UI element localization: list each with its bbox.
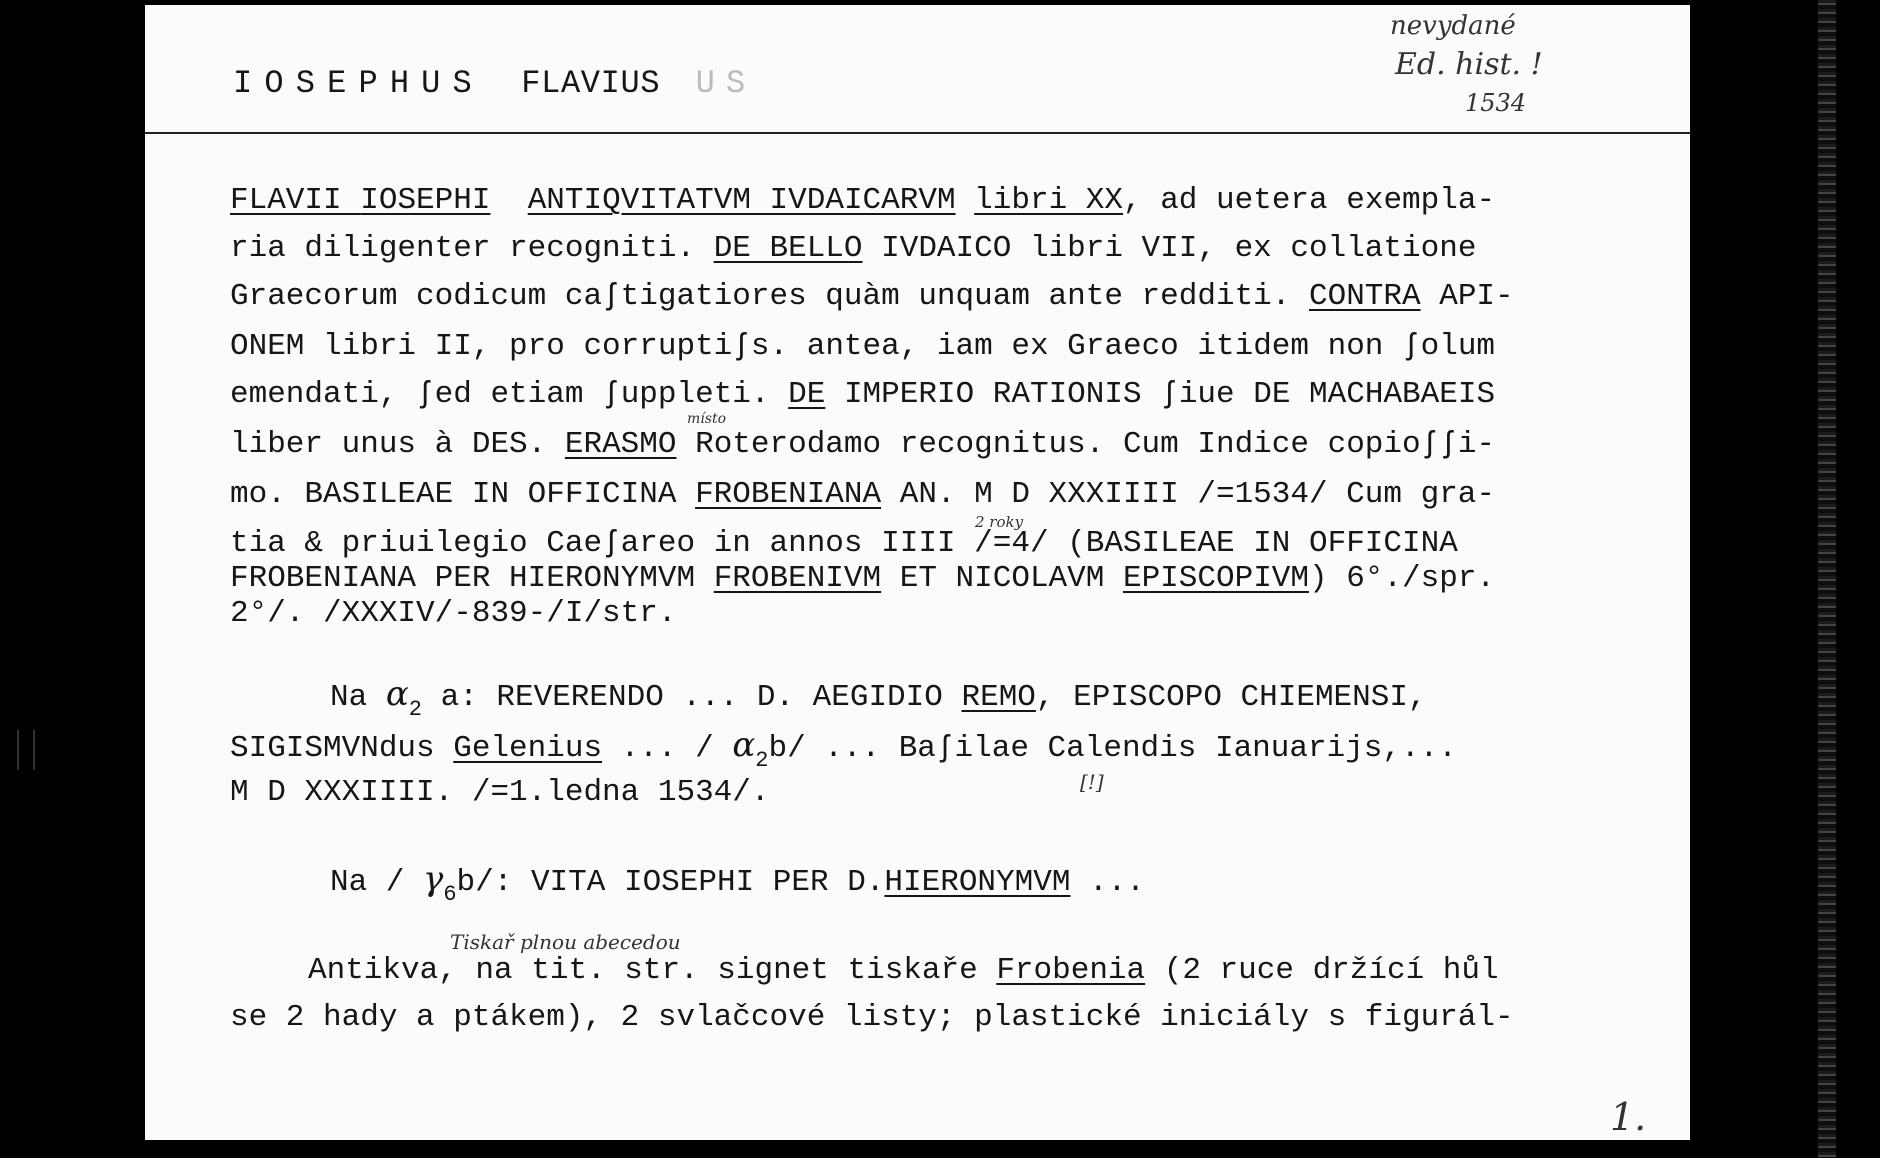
page-number: 1.: [1610, 1095, 1647, 1139]
header-title-part2: FLAVIUS: [521, 65, 661, 102]
text-segment: ʃ: [602, 279, 621, 314]
text-segment: Na: [330, 680, 386, 715]
body-line-12: [230, 725, 1457, 773]
underlined-text: EPISCOPIVM: [1122, 561, 1309, 596]
body-line-1: [230, 185, 1495, 216]
text-segment: IVDAICO libri VII, ex collatione: [862, 231, 1477, 266]
body-line-9: [230, 563, 1495, 594]
text-segment: 2: [408, 697, 422, 722]
text-segment: liber unus à DES.: [230, 427, 565, 462]
text-segment: tigatiores quàm unquam ante redditi.: [620, 279, 1309, 314]
underlined-text: DE BELLO: [713, 231, 863, 266]
annotation-above-antikva: Tiskař plnou abecedou: [450, 930, 681, 954]
body-line-10: [230, 598, 676, 629]
underlined-text: ERASMO: [564, 427, 677, 462]
underlined-text: REMO: [961, 680, 1036, 715]
text-segment: [956, 183, 975, 218]
body-line-15: [308, 955, 1499, 986]
annotation-above-iiii: 2 roky: [975, 513, 1024, 531]
text-segment: Graecorum codicum ca: [230, 279, 603, 314]
text-segment: ET NICOLAVM: [881, 561, 1123, 596]
text-segment: a: REVERENDO ... D. AEGIDIO: [421, 680, 962, 715]
annotation-bracket: [!]: [1080, 770, 1104, 794]
body-line-6: [230, 429, 1495, 460]
text-segment: ilae Calendis Ianuarijs,...: [954, 731, 1457, 766]
underlined-text: Frobenia: [996, 953, 1146, 988]
text-segment: s. antea, iam ex Graeco itidem non: [750, 329, 1403, 364]
text-segment: tia & priuilegio Cae: [230, 526, 603, 561]
body-line-11: [330, 674, 1427, 722]
text-segment: AN. M D XXXIIII /=1534/ Cum gra-: [881, 477, 1496, 512]
text-segment: Na /: [330, 865, 424, 900]
body-line-3: [230, 281, 1514, 312]
body-line-14: [330, 859, 1145, 907]
text-segment: ʃ: [602, 377, 621, 412]
annotation-top-right-3: 1534: [1465, 89, 1527, 117]
body-line-2: [230, 233, 1476, 264]
underlined-text: IOSEPHI: [360, 183, 491, 218]
underlined-text: CONTRA: [1308, 279, 1421, 314]
text-segment: ʃ: [416, 377, 435, 412]
text-segment: Roterodamo recognitus. Cum Indice copio: [676, 427, 1421, 462]
text-segment: ) 6°./spr.: [1309, 561, 1496, 596]
underlined-text: ANTIQVITATVM IVDAICARVM: [527, 183, 956, 218]
text-segment: ʃ: [602, 526, 621, 561]
greek-signature-mark: γ: [423, 859, 444, 899]
header-title-faded: US: [695, 65, 757, 102]
underlined-text: FROBENIANA: [695, 477, 882, 512]
text-segment: ʃ: [1160, 377, 1179, 412]
text-segment: 6: [443, 882, 457, 907]
text-segment: SIGISMVNdus: [230, 731, 454, 766]
text-segment: iue DE MACHABAEIS: [1178, 377, 1496, 412]
text-segment: 2: [755, 748, 769, 773]
body-line-7: [230, 479, 1495, 510]
text-segment: ʃ: [1402, 329, 1421, 364]
body-line-13: [230, 777, 770, 808]
text-segment: i-: [1457, 427, 1496, 462]
body-line-16: [230, 1002, 1514, 1033]
underlined-text: HIERONYMVM: [884, 865, 1071, 900]
header-title-part1: IOSEPHUS: [233, 65, 484, 102]
text-segment: olum: [1420, 329, 1496, 364]
text-segment: ed etiam: [434, 377, 603, 412]
text-segment: b/: VITA IOSEPHI PER D.: [456, 865, 885, 900]
underlined-text: FROBENIVM: [713, 561, 882, 596]
text-segment: mo. BASILEAE IN OFFICINA: [230, 477, 696, 512]
underlined-text: Gelenius: [453, 731, 603, 766]
annotation-above-erasmo: místo: [687, 411, 726, 427]
underlined-text: libri XX: [974, 183, 1123, 218]
body-line-4: [230, 331, 1495, 362]
text-segment: M D XXXIIII. /=1.ledna 1534/.: [230, 775, 770, 810]
underlined-text: FLAVII: [230, 183, 361, 218]
text-segment: ... /: [602, 731, 733, 766]
header-rule: [145, 132, 1690, 134]
text-segment: 2°/. /XXXIV/-839-/I/str.: [230, 596, 677, 631]
text-segment: Antikva, na tit. str. signet tiskaře: [308, 953, 997, 988]
text-segment: API-: [1420, 279, 1514, 314]
underlined-text: DE: [788, 377, 826, 412]
text-segment: uppleti.: [620, 377, 789, 412]
text-segment: ONEM libri II, pro corrupti: [230, 329, 733, 364]
margin-mark: [17, 730, 35, 770]
text-segment: (2 ruce držící hůl: [1145, 953, 1499, 988]
text-segment: ʃ: [935, 731, 955, 766]
text-segment: IMPERIO RATIONIS: [825, 377, 1161, 412]
text-segment: , ad uetera exempla-: [1123, 183, 1496, 218]
text-segment: , EPISCOPO CHIEMENSI,: [1035, 680, 1427, 715]
card-header: [233, 65, 756, 102]
annotation-top-right-1: nevydané: [1390, 11, 1516, 41]
text-segment: se 2 hady a ptákem), 2 svlačcové listy; plastické iniciály s figurál-: [230, 1000, 1514, 1035]
text-segment: areo in annos IIII /=4/ (BASILEAE IN OFFICINA: [620, 526, 1458, 561]
text-segment: FROBENIANA PER HIERONYMVM: [230, 561, 714, 596]
text-segment: ria diligenter recogniti.: [230, 231, 714, 266]
catalog-card: [145, 5, 1690, 1140]
greek-signature-mark: α: [732, 725, 756, 765]
text-segment: emendati,: [230, 377, 417, 412]
annotation-top-right-2: Ed. hist. !: [1395, 47, 1543, 82]
scan-edge: [1818, 0, 1836, 1158]
text-segment: [490, 183, 527, 218]
text-segment: ʃ: [732, 329, 751, 364]
greek-signature-mark: α: [385, 674, 409, 714]
text-segment: b/ ... Ba: [768, 731, 936, 766]
text-segment: ʃʃ: [1420, 427, 1458, 462]
text-segment: ...: [1070, 865, 1145, 900]
body-line-8: [230, 528, 1458, 559]
body-line-5: [230, 379, 1495, 410]
